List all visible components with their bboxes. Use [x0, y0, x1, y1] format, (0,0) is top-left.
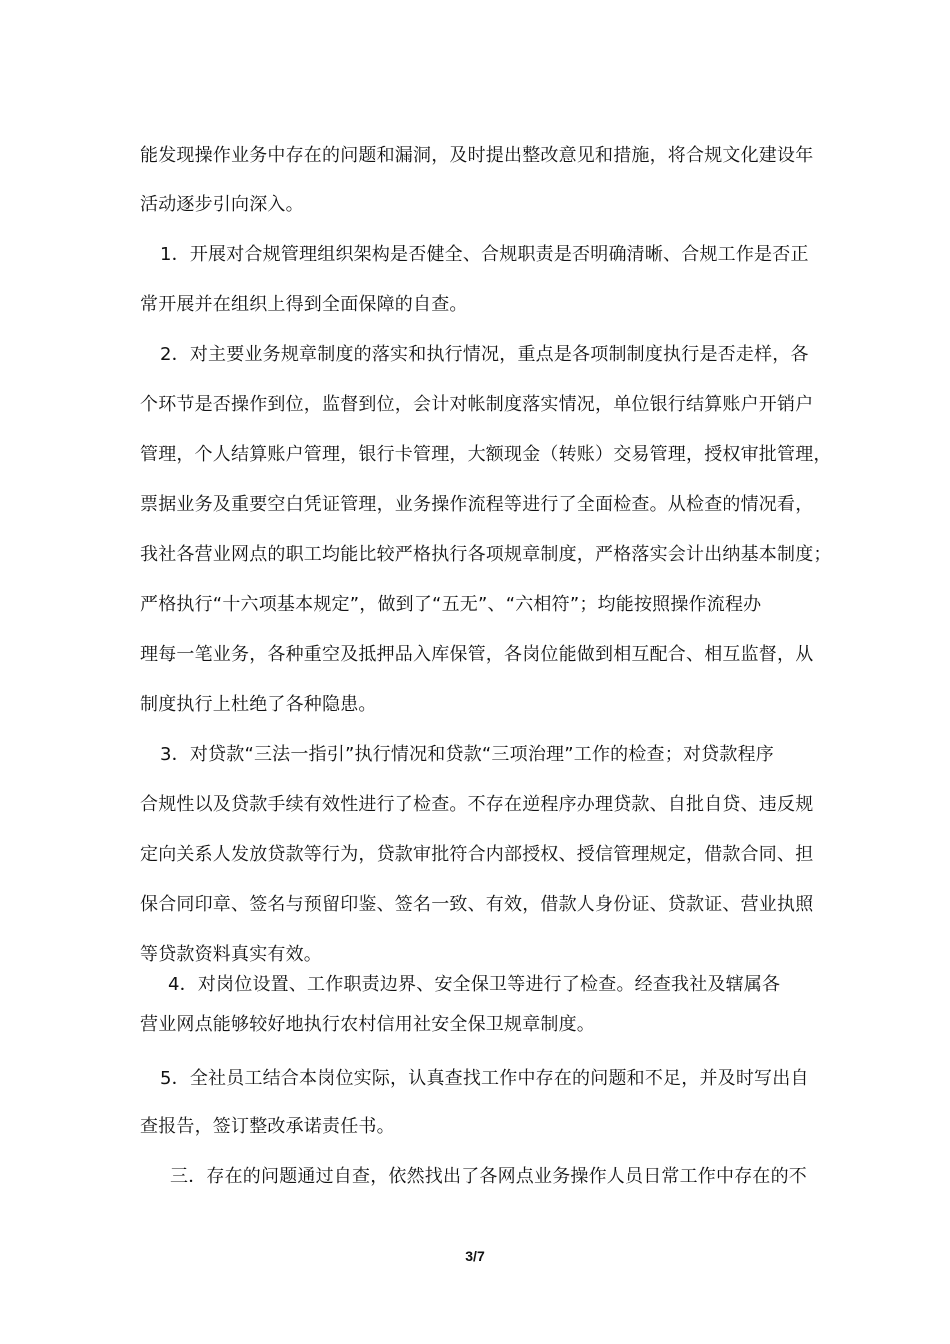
text-line: 4．对岗位设置、工作职责边界、安全保卫等进行了检查。经查我社及辖属各 [168, 974, 781, 995]
text-line: 活动逐步引向深入。 [140, 194, 304, 215]
text-line: 三．存在的问题通过自查，依然找出了各网点业务操作人员日常工作中存在的不 [170, 1166, 807, 1187]
text-line: 等贷款资料真实有效。 [140, 944, 322, 965]
text-line: 合规性以及贷款手续有效性进行了检查。不存在逆程序办理贷款、自批自贷、违反规 [140, 794, 814, 815]
text-line: 3．对贷款“三法一指引”执行情况和贷款“三项治理”工作的检查；对贷款程序 [160, 744, 774, 765]
text-line: 个环节是否操作到位，监督到位，会计对帐制度落实情况，单位银行结算账户开销户 [140, 394, 814, 415]
text-line: 2．对主要业务规章制度的落实和执行情况，重点是各项制制度执行是否走样，各 [160, 344, 809, 365]
text-line: 查报告，签订整改承诺责任书。 [140, 1116, 395, 1137]
text-line: 管理，个人结算账户管理，银行卡管理，大额现金（转账）交易管理，授权审批管理， [140, 444, 832, 465]
text-line: 5．全社员工结合本岗位实际，认真查找工作中存在的问题和不足，并及时写出自 [160, 1068, 809, 1089]
text-line: 严格执行“十六项基本规定”，做到了“五无”、“六相符”；均能按照操作流程办 [140, 594, 762, 615]
text-line: 定向关系人发放贷款等行为，贷款审批符合内部授权、授信管理规定，借款合同、担 [140, 844, 814, 865]
text-line: 保合同印章、签名与预留印鉴、签名一致、有效，借款人身份证、贷款证、营业执照 [140, 894, 814, 915]
text-line: 我社各营业网点的职工均能比较严格执行各项规章制度，严格落实会计出纳基本制度； [140, 544, 832, 565]
text-line: 票据业务及重要空白凭证管理，业务操作流程等进行了全面检查。从检查的情况看， [140, 494, 814, 515]
text-line: 常开展并在组织上得到全面保障的自查。 [140, 294, 468, 315]
page-number: 3/7 [465, 1248, 485, 1264]
text-line: 制度执行上杜绝了各种隐患。 [140, 694, 377, 715]
text-line: 能发现操作业务中存在的问题和漏洞，及时提出整改意见和措施，将合规文化建设年 [140, 145, 814, 166]
text-line: 1．开展对合规管理组织架构是否健全、合规职责是否明确清晰、合规工作是否正 [160, 244, 809, 265]
text-line: 营业网点能够较好地执行农村信用社安全保卫规章制度。 [140, 1014, 595, 1035]
text-line: 理每一笔业务，各种重空及抵押品入库保管，各岗位能做到相互配合、相互监督，从 [140, 644, 814, 665]
